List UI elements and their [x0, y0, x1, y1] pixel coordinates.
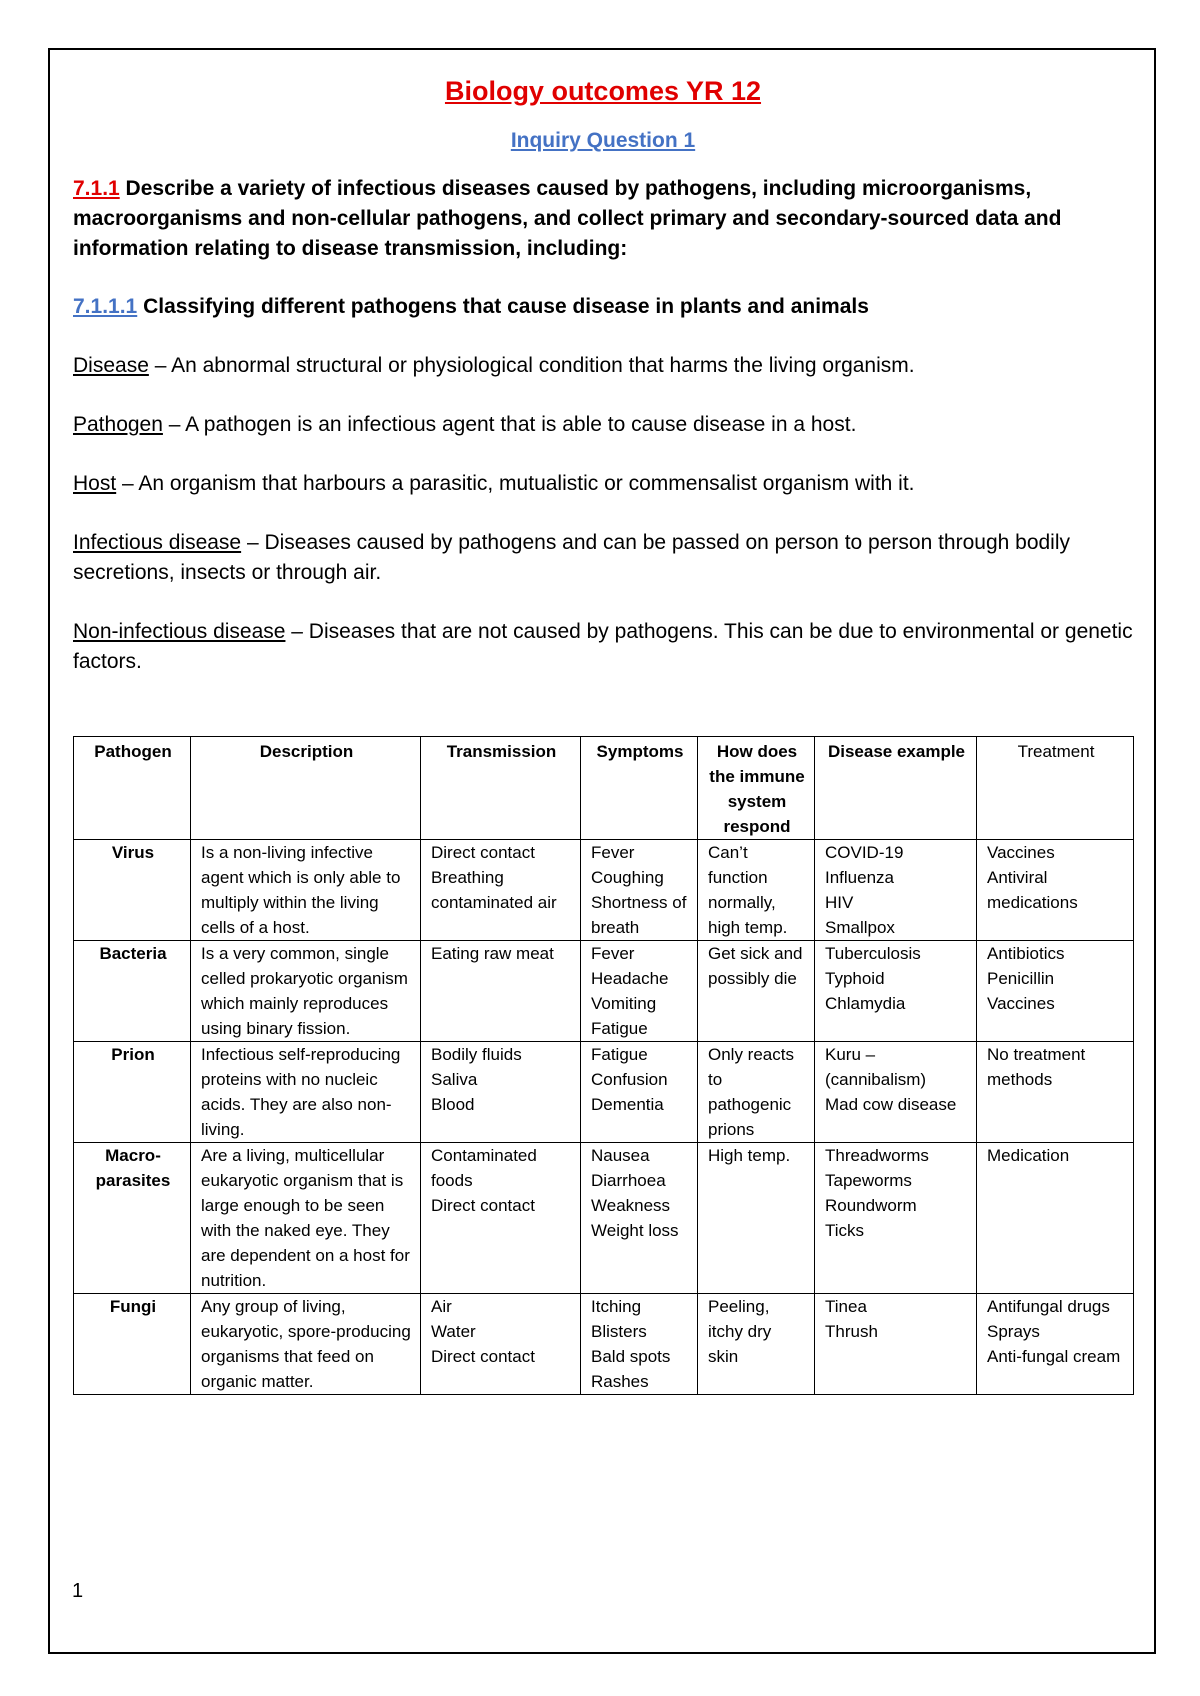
definition-term: Host: [73, 472, 117, 495]
table-row: [74, 1143, 1134, 1294]
cell-text: Sprays: [987, 1322, 1040, 1341]
cell-text: Get sick and possibly die: [708, 944, 803, 988]
table-header-row: [74, 737, 1134, 840]
definition-text: – An abnormal structural or physiological condition that harms the living organism.: [148, 354, 915, 377]
disease-example-cell: [815, 1294, 977, 1395]
cell-text: Confusion: [591, 1070, 668, 1089]
treatment-cell: [977, 941, 1134, 1042]
disease-example-cell: [815, 1143, 977, 1294]
cell-text: Is a non-living infective agent which is only able to multiply within the living cells of a host.: [201, 843, 401, 937]
outcome-text: Describe a variety of infectious diseases caused by pathogens, including microorganisms, macroorganisms and non-cellular pathogens, and collect primary and secondary-sourced data and information relating to disease transmission, including:: [73, 177, 1062, 260]
cell-text: No treatment methods: [987, 1045, 1086, 1089]
table-row: [74, 1042, 1134, 1143]
treatment-cell: [977, 1143, 1134, 1294]
definition-pathogen: [73, 410, 1133, 440]
description-cell: [191, 840, 421, 941]
cell-text: Vaccines: [987, 994, 1055, 1013]
pathogen-name-cell: Virus: [74, 840, 191, 941]
pathogen-table: [73, 736, 1134, 1395]
symptoms-cell: [581, 941, 698, 1042]
disease-example-cell: [815, 840, 977, 941]
immune-response-cell: [698, 1143, 815, 1294]
disease-example-cell: [815, 1042, 977, 1143]
cell-text: Blisters: [591, 1322, 647, 1341]
definition-text: – Diseases caused by pathogens and can be passed on person to person through bodily secretions, insects or through air.: [73, 531, 1071, 584]
cell-text: Nausea: [591, 1146, 650, 1165]
cell-text: Penicillin: [987, 969, 1055, 988]
cell-text: Chlamydia: [825, 994, 906, 1013]
cell-text: Typhoid: [825, 969, 885, 988]
cell-text: Coughing: [591, 868, 664, 887]
definition-disease: [73, 351, 1133, 381]
cell-text: Fever: [591, 944, 635, 963]
immune-response-cell: [698, 1294, 815, 1395]
outcome-7-1-1-1: [73, 292, 1133, 322]
immune-response-cell: [698, 941, 815, 1042]
cell-text: Fatigue: [591, 1045, 648, 1064]
header-disease-example: Disease example: [815, 737, 977, 840]
pathogen-name-cell: Fungi: [74, 1294, 191, 1395]
cell-text: Rashes: [591, 1372, 649, 1391]
page-number: 1: [72, 1580, 84, 1602]
cell-text: Water: [431, 1322, 476, 1341]
cell-text: Influenza: [825, 868, 894, 887]
table-row: [74, 1294, 1134, 1395]
cell-text: Peeling, itchy dry skin: [708, 1297, 772, 1366]
transmission-cell: [421, 1143, 581, 1294]
cell-text: High temp.: [708, 1146, 791, 1165]
document-title: Biology outcomes YR 12: [444, 76, 762, 106]
outcome-7-1-1: [73, 174, 1133, 264]
description-cell: [191, 1294, 421, 1395]
cell-text: Contaminated foods: [431, 1146, 537, 1190]
pathogen-name-cell: Prion: [74, 1042, 191, 1143]
cell-text: Any group of living, eukaryotic, spore-producing organisms that feed on organic matter.: [201, 1297, 411, 1391]
cell-text: Thrush: [825, 1322, 878, 1341]
cell-text: Bodily fluids: [431, 1045, 522, 1064]
sub-outcome-text: Classifying different pathogens that cause disease in plants and animals: [137, 295, 869, 318]
table-row: [74, 941, 1134, 1042]
treatment-cell: [977, 840, 1134, 941]
cell-text: Fever: [591, 843, 635, 862]
cell-text: Breathing contaminated air: [431, 868, 557, 912]
cell-text: Only reacts to pathogenic prions: [708, 1045, 794, 1139]
symptoms-cell: [581, 1294, 698, 1395]
cell-text: Bald spots: [591, 1347, 671, 1366]
sub-outcome-code: 7.1.1.1: [73, 295, 138, 318]
cell-text: Is a very common, single celled prokaryotic organism which mainly reproduces using binary fission.: [201, 944, 408, 1038]
cell-text: Roundworm: [825, 1196, 917, 1215]
cell-text: Kuru – (cannibalism): [825, 1045, 927, 1089]
definition-term: Pathogen: [73, 413, 163, 436]
cell-text: Mad cow disease: [825, 1095, 957, 1114]
cell-text: Medication: [987, 1146, 1070, 1165]
cell-text: Shortness of breath: [591, 893, 687, 937]
table-body: [74, 840, 1134, 1395]
cell-text: Vaccines: [987, 843, 1055, 862]
header-transmission: Transmission: [421, 737, 581, 840]
cell-text: Direct contact: [431, 1347, 535, 1366]
definition-text: – A pathogen is an infectious agent that is able to cause disease in a host.: [162, 413, 857, 436]
cell-text: Itching: [591, 1297, 642, 1316]
symptoms-cell: [581, 1042, 698, 1143]
table-row: [74, 840, 1134, 941]
definition-term: Disease: [73, 354, 149, 377]
symptoms-cell: [581, 840, 698, 941]
definition-text: – An organism that harbours a parasitic, mutualistic or commensalist organism with it.: [116, 472, 915, 495]
definition-term: Infectious disease: [73, 531, 242, 554]
transmission-cell: [421, 840, 581, 941]
cell-text: Are a living, multicellular eukaryotic organism that is large enough to be seen with the naked eye. They are dependent on a host for nutrition.: [201, 1146, 410, 1290]
cell-text: Tapeworms: [825, 1171, 912, 1190]
cell-text: Weight loss: [591, 1221, 679, 1240]
header-pathogen: Pathogen: [74, 737, 191, 840]
cell-text: Fatigue: [591, 1019, 648, 1038]
cell-text: Antiviral medications: [987, 868, 1078, 912]
cell-text: Can’t function normally, high temp.: [708, 843, 788, 937]
transmission-cell: [421, 941, 581, 1042]
immune-response-cell: [698, 840, 815, 941]
cell-text: Tuberculosis: [825, 944, 921, 963]
outcome-code: 7.1.1: [73, 177, 120, 200]
symptoms-cell: [581, 1143, 698, 1294]
cell-text: COVID-19: [825, 843, 904, 862]
cell-text: Vomiting: [591, 994, 657, 1013]
cell-text: Infectious self-reproducing proteins with no nucleic acids. They are also non-living.: [201, 1045, 401, 1139]
transmission-cell: [421, 1042, 581, 1143]
cell-text: Air: [431, 1297, 452, 1316]
cell-text: HIV: [825, 893, 854, 912]
definition-infectious-disease: [73, 528, 1133, 588]
cell-text: Blood: [431, 1095, 475, 1114]
cell-text: Direct contact: [431, 1196, 535, 1215]
description-cell: [191, 941, 421, 1042]
cell-text: Antibiotics: [987, 944, 1065, 963]
cell-text: Threadworms: [825, 1146, 929, 1165]
definition-term: Non-infectious disease: [73, 620, 286, 643]
cell-text: Headache: [591, 969, 669, 988]
disease-example-cell: [815, 941, 977, 1042]
treatment-cell: [977, 1294, 1134, 1395]
header-treatment: Treatment: [977, 737, 1134, 840]
cell-text: Ticks: [825, 1221, 865, 1240]
header-description: Description: [191, 737, 421, 840]
transmission-cell: [421, 1294, 581, 1395]
cell-text: Weakness: [591, 1196, 671, 1215]
pathogen-name-cell: Macro-parasites: [74, 1143, 191, 1294]
definition-non-infectious-disease: [73, 617, 1133, 677]
definition-host: [73, 469, 1133, 499]
cell-text: Eating raw meat: [431, 944, 554, 963]
inquiry-question-heading: Inquiry Question 1: [510, 129, 696, 152]
cell-text: Smallpox: [825, 918, 895, 937]
pathogen-name-cell: Bacteria: [74, 941, 191, 1042]
cell-text: Tinea: [825, 1297, 867, 1316]
treatment-cell: [977, 1042, 1134, 1143]
cell-text: Direct contact: [431, 843, 535, 862]
immune-response-cell: [698, 1042, 815, 1143]
cell-text: Antifungal drugs: [987, 1297, 1110, 1316]
description-cell: [191, 1042, 421, 1143]
header-symptoms: Symptoms: [581, 737, 698, 840]
cell-text: Dementia: [591, 1095, 664, 1114]
description-cell: [191, 1143, 421, 1294]
cell-text: Anti-fungal cream: [987, 1347, 1121, 1366]
document-body: [72, 70, 1133, 1602]
definition-text: – Diseases that are not caused by pathogens. This can be due to environmental or genetic factors.: [73, 620, 1133, 673]
header-immune-response: How does the immune system respond: [698, 737, 815, 840]
cell-text: Saliva: [431, 1070, 478, 1089]
cell-text: Diarrhoea: [591, 1171, 666, 1190]
